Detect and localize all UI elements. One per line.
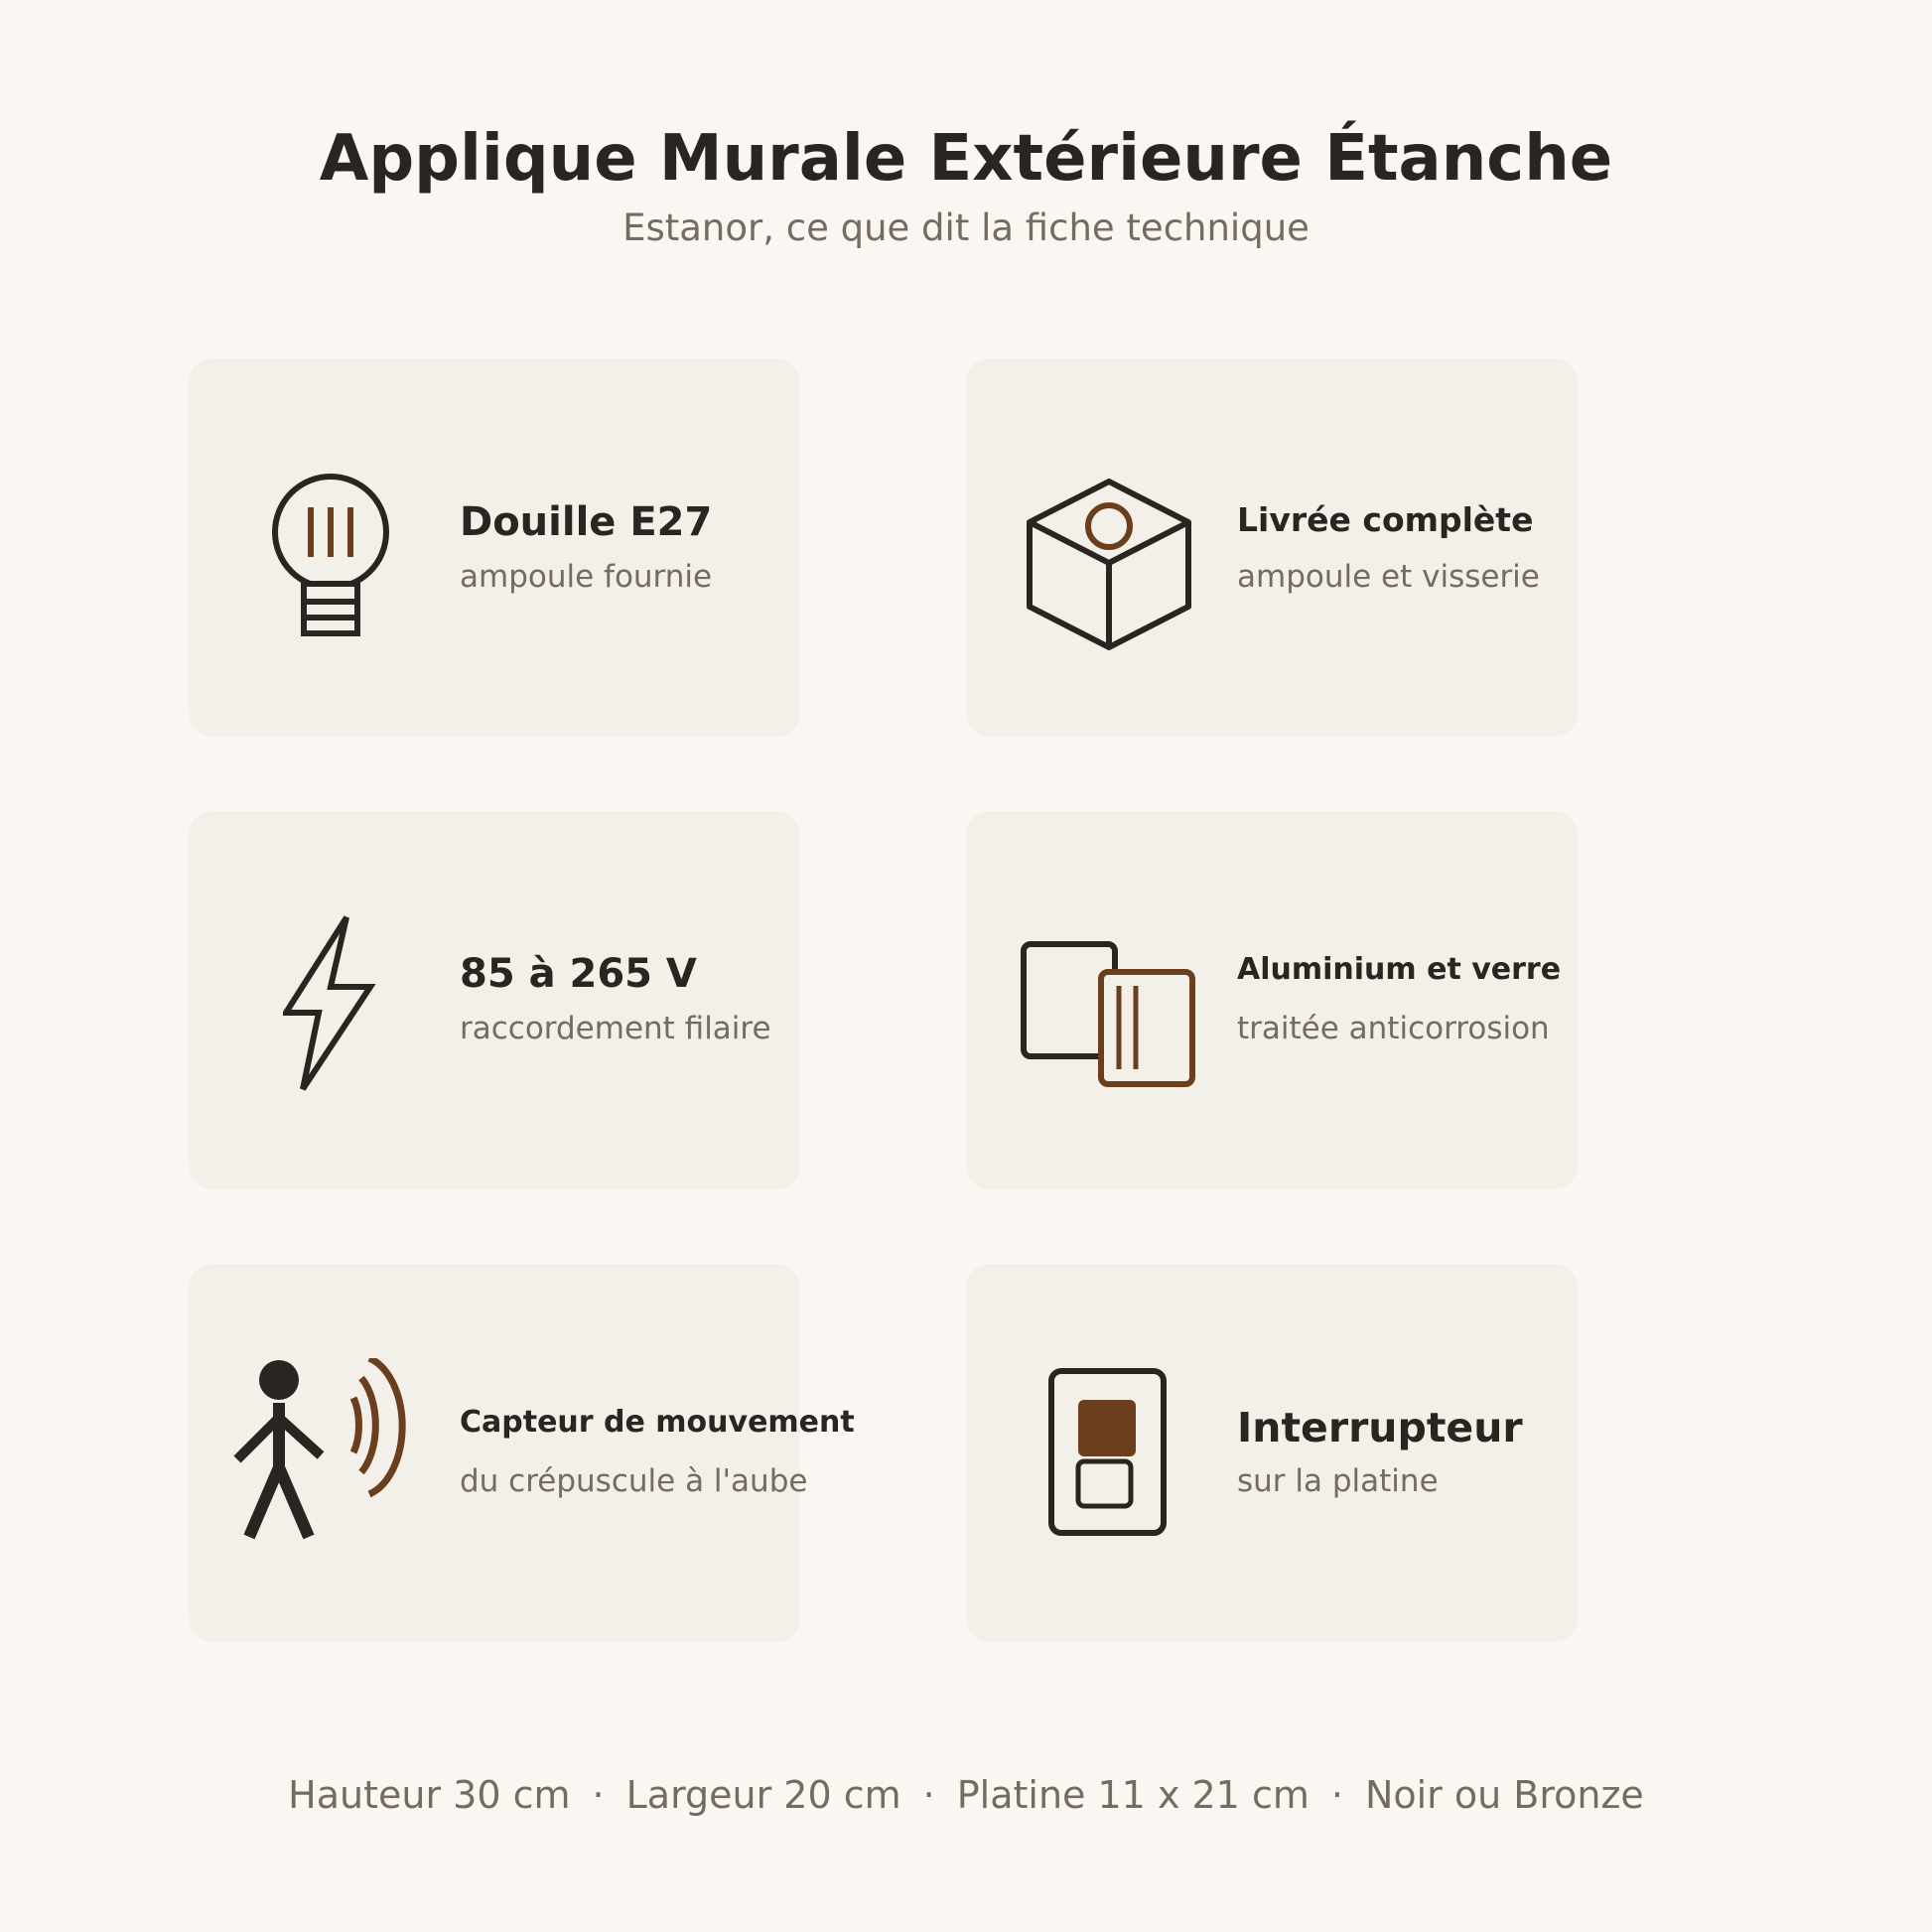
feature-description: traitée anticorrosion bbox=[1237, 1011, 1550, 1046]
motion-sensor-icon bbox=[232, 1358, 431, 1542]
page-title: Applique Murale Extérieure Étanche bbox=[319, 122, 1613, 196]
lightning-bolt-icon bbox=[283, 910, 382, 1099]
feature-card-switch bbox=[966, 1264, 1578, 1642]
feature-label: Interrupteur bbox=[1237, 1404, 1523, 1451]
feature-label: Douille E27 bbox=[460, 499, 713, 545]
feature-description: ampoule fournie bbox=[460, 559, 713, 595]
feature-card-delivery bbox=[966, 358, 1578, 737]
feature-description: ampoule et visserie bbox=[1237, 559, 1540, 595]
page-subtitle: Estanor, ce que dit la fiche technique bbox=[622, 207, 1310, 249]
feature-card-voltage bbox=[189, 811, 800, 1189]
feature-label: 85 à 265 V bbox=[460, 951, 697, 997]
wall-switch-icon bbox=[1048, 1368, 1172, 1541]
footer-item-width: Largeur 20 cm bbox=[625, 1773, 901, 1817]
material-panels-icon bbox=[1020, 940, 1198, 1089]
feature-label: Capteur de mouvement bbox=[460, 1405, 855, 1440]
feature-card-material bbox=[966, 811, 1578, 1189]
footer-separator: · bbox=[1330, 1773, 1343, 1817]
footer-separator: · bbox=[592, 1773, 605, 1817]
footer-item-finish: Noir ou Bronze bbox=[1364, 1773, 1644, 1817]
feature-description: sur la platine bbox=[1237, 1463, 1439, 1499]
feature-card-socket bbox=[189, 358, 800, 737]
footer-separator: · bbox=[922, 1773, 935, 1817]
feature-label: Livrée complète bbox=[1237, 500, 1534, 539]
dimensions-footer bbox=[0, 1772, 1932, 1818]
footer-item-height: Hauteur 30 cm bbox=[288, 1773, 571, 1817]
light-bulb-icon bbox=[268, 473, 397, 636]
feature-card-sensor bbox=[189, 1264, 855, 1642]
package-box-icon bbox=[1026, 477, 1194, 650]
feature-label: Aluminium et verre bbox=[1237, 952, 1562, 987]
feature-description: du crépuscule à l'aube bbox=[460, 1463, 808, 1499]
feature-description: raccordement filaire bbox=[460, 1011, 771, 1046]
footer-item-plate: Platine 11 x 21 cm bbox=[956, 1773, 1310, 1817]
